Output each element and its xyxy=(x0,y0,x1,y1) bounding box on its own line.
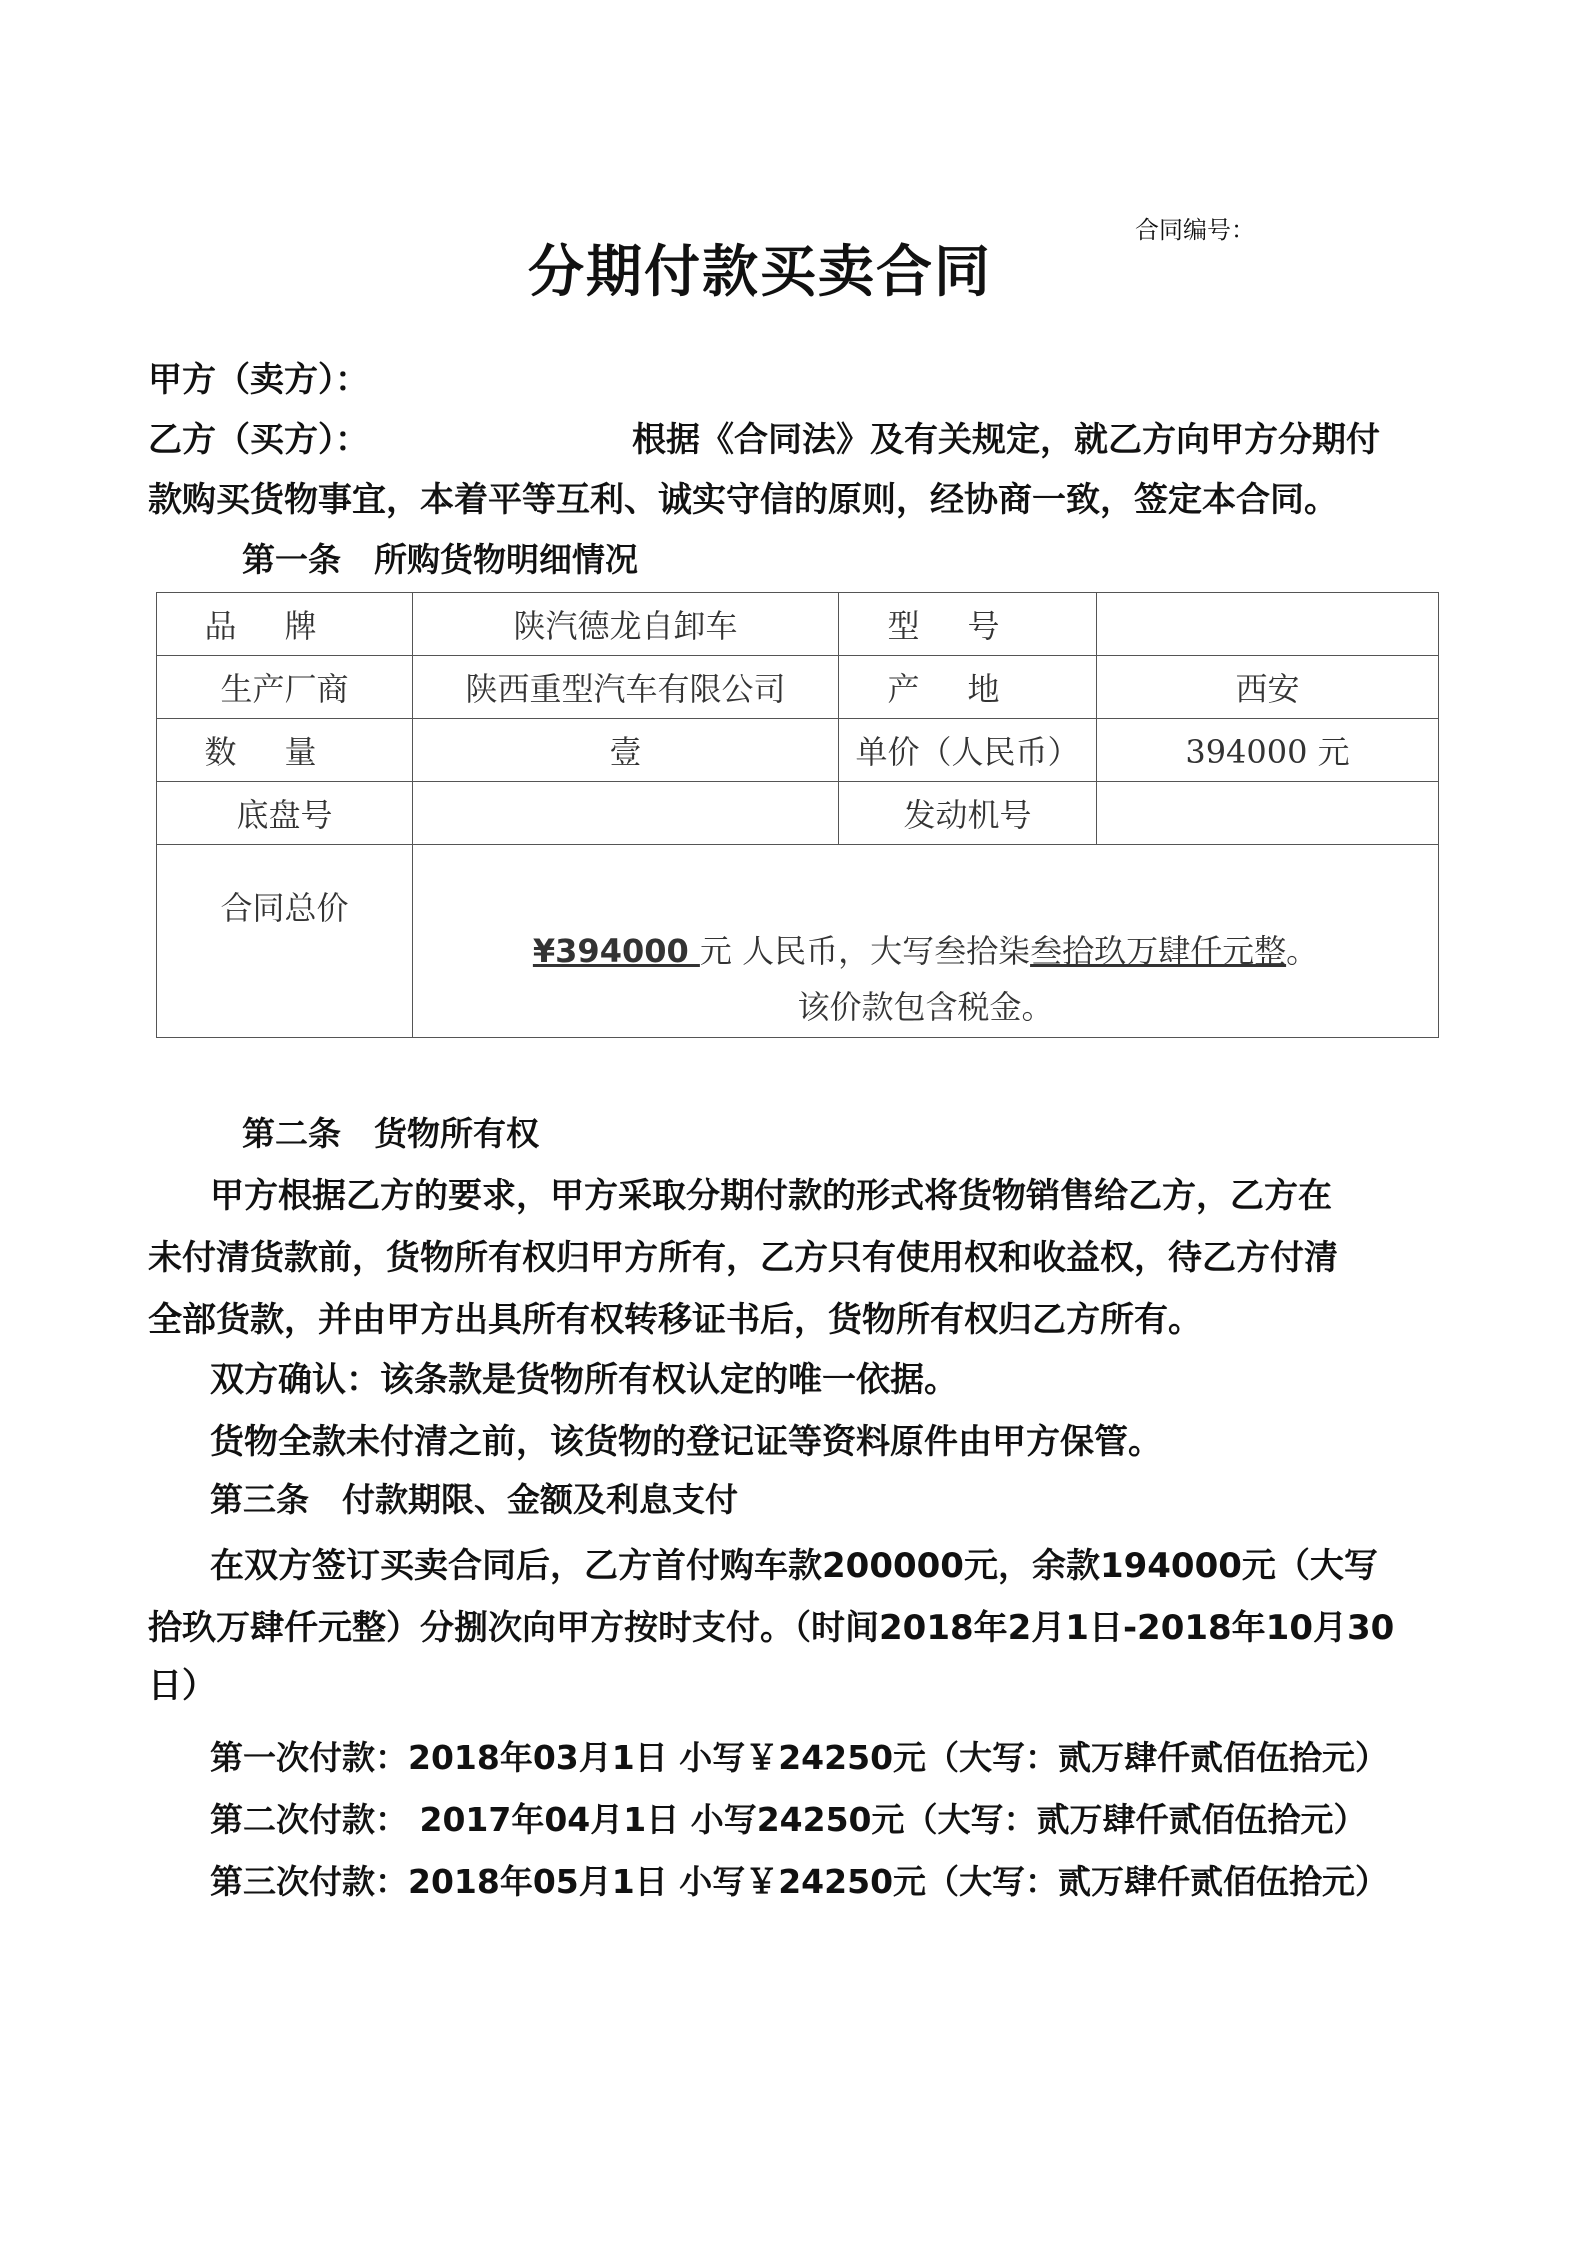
section-1-title: 第一条 所购货物明细情况 xyxy=(242,540,638,579)
chassis-number-label: 底盘号 xyxy=(157,782,413,845)
brand-label: 品牌 xyxy=(157,593,413,656)
table-row xyxy=(157,845,1439,1038)
section-2-line: 全部货款，并由甲方出具所有权转移证书后，货物所有权归乙方所有。 xyxy=(148,1300,1202,1340)
total-price-value-cell xyxy=(413,845,1439,1038)
contract-number-label: 合同编号： xyxy=(1135,216,1255,244)
engine-number-value xyxy=(1097,782,1439,845)
model-value xyxy=(1097,593,1439,656)
goods-detail-table xyxy=(156,592,1439,1038)
intro-line-2: 款购买货物事宜，本着平等互利、诚实守信的原则，经协商一致，签定本合同。 xyxy=(148,480,1338,520)
document-title: 分期付款买卖合同 xyxy=(528,240,992,305)
total-amount-uppercase: 叁拾玖万肆仟元整 xyxy=(1030,932,1287,970)
quantity-label: 数量 xyxy=(157,719,413,782)
model-label: 型号 xyxy=(839,593,1097,656)
origin-value: 西安 xyxy=(1097,656,1439,719)
section-2-title: 第二条 货物所有权 xyxy=(242,1114,539,1153)
maker-value: 陕西重型汽车有限公司 xyxy=(413,656,839,719)
documents-line: 货物全款未付清之前，该货物的登记证等资料原件由甲方保管。 xyxy=(210,1422,1162,1462)
quantity-value: 壹 xyxy=(413,719,839,782)
section-3-line: 在双方签订买卖合同后，乙方首付购车款200000元，余款194000元（大写 xyxy=(210,1546,1378,1586)
party-b-label: 乙方（买方）： xyxy=(148,420,369,460)
unit-price-value: 394000 元 xyxy=(1097,719,1439,782)
total-amount: ¥394000 xyxy=(532,932,700,970)
table-row xyxy=(157,656,1439,719)
section-3-title: 第三条 付款期限、金额及利息支付 xyxy=(210,1480,738,1519)
section-2-line: 未付清货款前，货物所有权归甲方所有，乙方只有使用权和收益权，待乙方付清 xyxy=(148,1238,1338,1278)
origin-label: 产地 xyxy=(839,656,1097,719)
tax-note: 该价款包含税金。 xyxy=(797,988,1054,1026)
confirm-line: 双方确认：该条款是货物所有权认定的唯一依据。 xyxy=(210,1360,958,1400)
payment-line: 第三次付款：2018年05月1日 小写￥24250元（大写：贰万肆仟贰佰伍拾元） xyxy=(210,1862,1389,1901)
total-price-label-cell xyxy=(157,845,413,1038)
table-row xyxy=(157,593,1439,656)
table-row xyxy=(157,719,1439,782)
engine-number-label: 发动机号 xyxy=(839,782,1097,845)
total-amount-end: 。 xyxy=(1286,932,1319,970)
payment-line: 第一次付款：2018年03月1日 小写￥24250元（大写：贰万肆仟贰佰伍拾元） xyxy=(210,1738,1389,1777)
total-amount-text: 元 人民币，大写叁拾柒 xyxy=(699,932,1031,970)
section-3-line: 日） xyxy=(148,1666,216,1706)
intro-line-1: 根据《合同法》及有关规定，就乙方向甲方分期付 xyxy=(632,420,1380,460)
brand-value: 陕汽德龙自卸车 xyxy=(413,593,839,656)
total-price-label: 合同总价 xyxy=(220,889,349,927)
payment-line: 第二次付款： 2017年04月1日 小写24250元（大写：贰万肆仟贰佰伍拾元） xyxy=(210,1800,1367,1839)
table-row xyxy=(157,782,1439,845)
unit-price-label: 单价（人民币） xyxy=(839,719,1097,782)
maker-label: 生产厂商 xyxy=(157,656,413,719)
party-a-label: 甲方（卖方）： xyxy=(148,360,369,400)
chassis-number-value xyxy=(413,782,839,845)
section-3-line: 拾玖万肆仟元整）分捌次向甲方按时支付。（时间2018年2月1日-2018年10月30 xyxy=(148,1608,1395,1648)
section-2-line: 甲方根据乙方的要求，甲方采取分期付款的形式将货物销售给乙方，乙方在 xyxy=(210,1176,1332,1216)
